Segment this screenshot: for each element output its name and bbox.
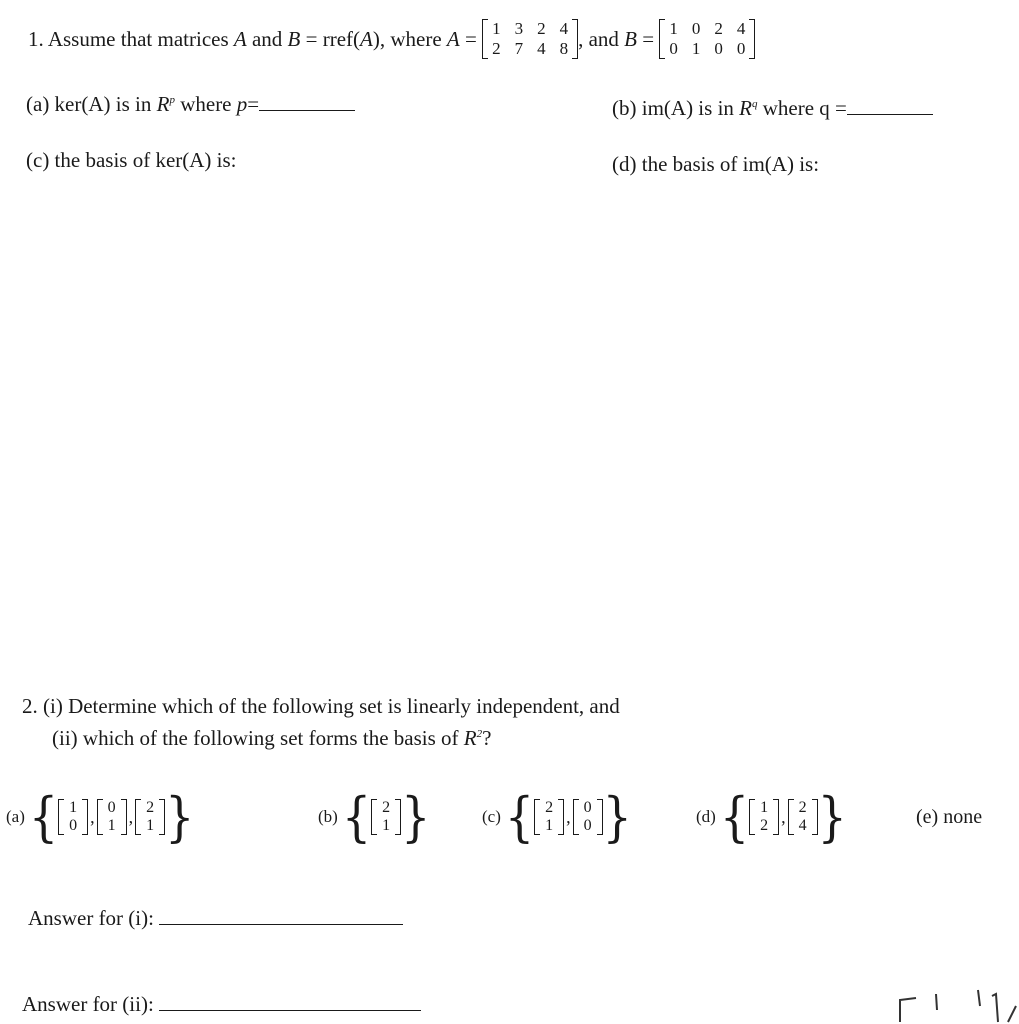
left-brace-icon: { (341, 785, 372, 849)
bracket-right (558, 799, 564, 835)
option-c-label: (c) (482, 807, 501, 826)
problem-1-statement (28, 16, 755, 62)
left-brace-icon: { (28, 785, 59, 849)
answer-i-label: Answer for (i): (28, 906, 154, 930)
problem-2-sup: 2 (476, 728, 483, 740)
option-c[interactable] (482, 780, 632, 854)
and-b-text: , and (578, 26, 619, 51)
matrix-a-entry: 4 (559, 19, 569, 38)
part-b-sup: q (751, 98, 758, 110)
part-a-prefix: (a) ker(A) is in (26, 92, 152, 116)
matrix-b-entry: 1 (669, 19, 678, 38)
option-c-vector-2 (573, 799, 603, 835)
option-b[interactable] (318, 780, 430, 854)
vector-entries (794, 799, 812, 835)
part-b-answer-blank[interactable] (847, 96, 933, 115)
vector-entry: 1 (69, 799, 78, 816)
vector-entries (377, 799, 395, 835)
comma: , (781, 806, 786, 827)
matrix-b-right-bracket (749, 19, 755, 59)
matrix-a-entry: 1 (492, 19, 501, 38)
part-a-eq: = (247, 92, 260, 116)
matrix-b-entry: 0 (736, 39, 746, 58)
handwriting-scribble-icon (892, 984, 1019, 1024)
vector-entries (141, 799, 159, 835)
matrix-b-entry: 2 (714, 19, 723, 38)
option-d-vector-2 (788, 799, 818, 835)
option-d[interactable] (696, 780, 847, 854)
vector-entry: 1 (545, 817, 554, 834)
left-brace-icon: { (719, 785, 750, 849)
part-b (612, 96, 933, 119)
part-b-where: where q = (762, 96, 847, 120)
right-brace-icon: } (165, 785, 195, 849)
matrix-a-entry: 4 (537, 39, 546, 58)
option-d-label: (d) (696, 807, 716, 826)
vector-entries (64, 799, 82, 835)
option-d-vector-1 (749, 799, 779, 835)
vector-entry: 2 (545, 799, 554, 816)
comma: , (90, 806, 95, 827)
matrix-b (659, 19, 755, 59)
where-text: ), where (372, 26, 442, 51)
option-a-vector-1 (58, 799, 88, 835)
comma: , (566, 806, 571, 827)
equals-rref: = rref( (305, 26, 361, 51)
right-brace-icon: } (817, 785, 847, 849)
part-a-space: R (156, 92, 170, 116)
vector-entries (540, 799, 558, 835)
option-b-label: (b) (318, 807, 338, 826)
part-a-where: where (180, 92, 232, 116)
matrix-b-entry: 1 (691, 39, 701, 58)
matrix-a-entry: 8 (559, 39, 569, 58)
work-area-c[interactable] (26, 185, 586, 675)
matrix-b-entries (665, 19, 749, 59)
matrix-a-entries (488, 19, 572, 59)
option-e[interactable] (916, 780, 982, 854)
problem-2-line-2 (52, 728, 491, 749)
vector-entry: 1 (146, 817, 155, 834)
option-e-label: (e) none (916, 806, 983, 828)
answer-i-blank[interactable] (159, 904, 403, 925)
problem-2-suffix: ? (482, 726, 492, 750)
vector-entry: 0 (69, 817, 78, 834)
var-a-2: A (446, 26, 460, 51)
vector-entries (755, 799, 773, 835)
vector-entry: 1 (760, 799, 769, 816)
answer-i (28, 904, 403, 929)
and-word: and (251, 26, 283, 51)
matrix-a (482, 19, 578, 59)
problem-2-space: R (463, 726, 477, 750)
option-a-label: (a) (6, 807, 25, 826)
problem-2-line-2-prefix: (ii) which of the following set forms the basis of (52, 726, 459, 750)
part-a (26, 92, 355, 115)
matrix-b-entry: 0 (691, 19, 701, 38)
equals-sign-2: = (642, 26, 655, 51)
right-brace-icon: } (602, 785, 632, 849)
work-area-d[interactable] (612, 185, 1002, 675)
var-a: A (233, 26, 247, 51)
var-b-2: B (624, 26, 637, 51)
matrix-a-entry: 7 (514, 39, 524, 58)
vector-entry: 2 (146, 799, 155, 816)
left-brace-icon: { (504, 785, 535, 849)
part-b-space: R (739, 96, 752, 120)
matrix-b-entry: 0 (714, 39, 723, 58)
bracket-right (121, 799, 127, 835)
right-brace-icon: } (401, 785, 431, 849)
answer-ii (22, 990, 421, 1015)
vector-entry: 2 (760, 817, 769, 834)
matrix-a-entry: 2 (492, 39, 501, 58)
equals-sign: = (464, 26, 477, 51)
vector-entry: 4 (798, 817, 807, 834)
problem-1-intro: 1. Assume that matrices (28, 26, 229, 51)
answer-ii-label: Answer for (ii): (22, 992, 154, 1016)
answer-ii-blank[interactable] (159, 990, 421, 1011)
bracket-right (773, 799, 779, 835)
vector-entry: 1 (107, 817, 116, 834)
rref-arg: A (360, 26, 373, 51)
vector-entries (579, 799, 597, 835)
vector-entry: 1 (382, 817, 391, 834)
vector-entry: 2 (798, 799, 807, 816)
option-a-vector-2 (97, 799, 127, 835)
part-d: (d) the basis of im(A) is: (612, 152, 820, 176)
matrix-b-entry: 0 (669, 39, 678, 58)
comma: , (128, 806, 134, 827)
part-c: (c) the basis of ker(A) is: (26, 148, 237, 172)
vector-entry: 0 (583, 799, 592, 816)
option-a[interactable] (6, 780, 194, 854)
vector-entry: 2 (382, 799, 391, 816)
matrix-b-entry: 4 (736, 19, 746, 38)
part-a-answer-blank[interactable] (259, 92, 355, 111)
vector-entry: 0 (107, 799, 116, 816)
matrix-a-entry: 2 (537, 19, 546, 38)
var-b: B (287, 26, 301, 51)
matrix-a-entry: 3 (514, 19, 524, 38)
options-row (6, 780, 1006, 854)
part-a-var: p (236, 92, 248, 116)
bracket-right (82, 799, 88, 835)
part-b-prefix: (b) im(A) is in (612, 96, 734, 120)
option-a-vector-3 (135, 799, 165, 835)
problem-2-line-1: 2. (i) Determine which of the following set is linearly independent, and (22, 694, 620, 718)
vector-entry: 0 (583, 817, 592, 834)
option-b-vector-1 (371, 799, 401, 835)
option-c-vector-1 (534, 799, 564, 835)
vector-entries (103, 799, 121, 835)
part-a-sup: p (169, 94, 175, 106)
